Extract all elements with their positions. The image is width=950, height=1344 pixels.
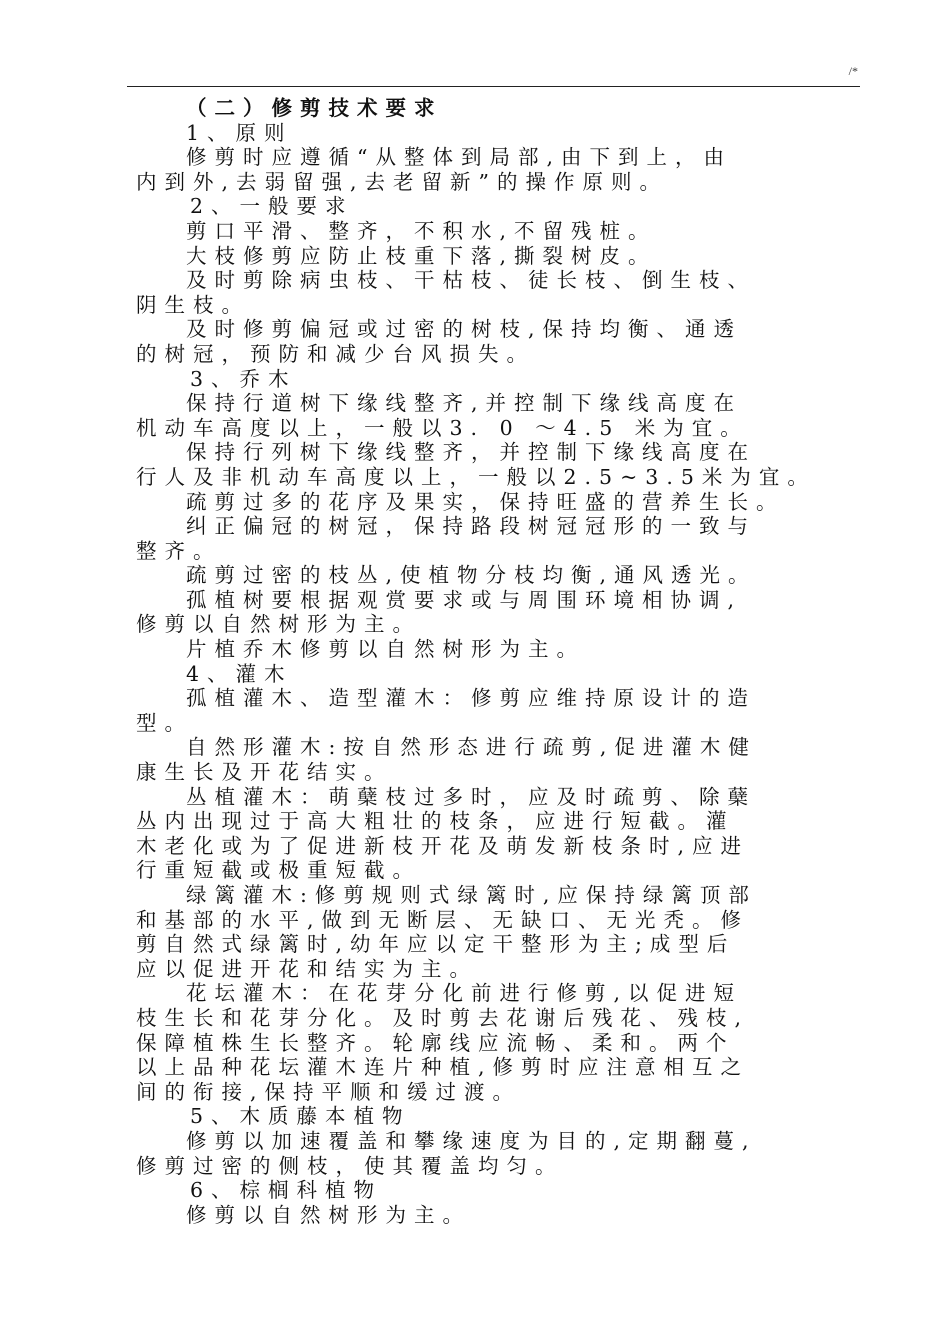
text-line: 4、灌木 <box>186 661 293 686</box>
text-line: 绿篱灌木:修剪规则式绿篱时,应保持绿篱顶部 <box>186 883 757 907</box>
text-line: 孤植灌木、造型灌木：修剪应维持原设计的造 <box>186 686 756 711</box>
text-line: 保持行道树下缘线整齐,并控制下缘线高度在 <box>186 391 743 416</box>
text-line: 以上品种花坛灌木连片种植,修剪时应注意相互之 <box>136 1055 750 1080</box>
text-line: 3、乔木 <box>190 366 297 391</box>
text-line: 阴生枝。 <box>136 292 250 317</box>
text-line: 疏剪过密的枝丛,使植物分枝均衡,通风透光。 <box>186 563 757 588</box>
text-line: 康生长及开花结实。 <box>136 760 393 785</box>
text-line: 2、一般要求 <box>190 194 354 219</box>
text-line: 修剪时应遵循“从整体到局部,由下到上，由 <box>186 145 732 170</box>
text-line: 保障植株生长整齐。轮廓线应流畅、柔和。两个 <box>136 1030 735 1055</box>
page-mark: /* <box>848 64 858 78</box>
text-line: 修剪以加速覆盖和攀缘速度为目的,定期翻蔓, <box>186 1128 757 1153</box>
text-line: 型。 <box>136 710 193 735</box>
text-line: 5、木质藤本植物 <box>190 1104 411 1129</box>
text-line: 机动车高度以上，一般以3. 0 ～4.5 米为宜。 <box>136 415 749 440</box>
text-line: 大枝修剪应防止枝重下落,撕裂树皮。 <box>186 243 657 268</box>
text-line: 修剪以自然树形为主。 <box>186 1202 471 1227</box>
text-line: 行人及非机动车高度以上，一般以2.5~3.5米为宜。 <box>136 464 816 489</box>
text-line: 枝生长和花芽分化。及时剪去花谢后残花、残枝, <box>136 1005 750 1030</box>
text-line: 内到外,去弱留强,去老留新”的操作原则。 <box>136 169 669 194</box>
text-line: 剪口平滑、整齐，不积水,不留残桩。 <box>186 218 657 243</box>
text-line: 的树冠，预防和减少台风损失。 <box>136 341 535 366</box>
text-line: 片植乔木修剪以自然树形为主。 <box>186 637 585 662</box>
text-line: 丛内出现过于高大粗壮的枝条，应进行短截。灌 <box>136 809 735 834</box>
text-line: 1、原则 <box>186 120 293 145</box>
text-line: 6、棕榈科植物 <box>190 1178 383 1203</box>
document-body <box>136 96 848 1227</box>
text-line: 花坛灌木：在花芽分化前进行修剪,以促进短 <box>186 981 743 1006</box>
text-line: 保持行列树下缘线整齐，并控制下缘线高度在 <box>186 440 756 465</box>
section-title: （二）修剪技术要求 <box>186 96 443 120</box>
text-line: 丛植灌木：萌蘖枝过多时，应及时疏剪、除蘖 <box>186 784 756 809</box>
text-line: 间的衔接,保持平顺和缓过渡。 <box>136 1079 522 1104</box>
text-line: 及时剪除病虫枝、干枯枝、徒长枝、倒生枝、 <box>186 268 756 293</box>
header-rule <box>127 86 860 87</box>
text-line: 及时修剪偏冠或过密的树枝,保持均衡、通透 <box>186 317 743 342</box>
text-line: 剪自然式绿篱时,幼年应以定干整形为主;成型后 <box>136 932 736 957</box>
text-line: 木老化或为了促进新枝开花及萌发新枝条时,应进 <box>136 833 750 858</box>
text-line: 修剪过密的侧枝，使其覆盖均匀。 <box>136 1153 564 1178</box>
text-line: 疏剪过多的花序及果实，保持旺盛的营养生长。 <box>186 489 785 514</box>
text-line: 自然形灌木:按自然形态进行疏剪,促进灌木健 <box>186 735 757 760</box>
text-line: 行重短截或极重短截。 <box>136 858 421 883</box>
text-line: 纠正偏冠的树冠，保持路段树冠冠形的一致与 <box>186 514 756 539</box>
text-line: 应以促进开花和结实为主。 <box>136 956 478 981</box>
text-line: 修剪以自然树形为主。 <box>136 612 421 637</box>
text-line: 和基部的水平,做到无断层、无缺口、无光秃。修 <box>136 907 750 932</box>
text-line: 孤植树要根据观赏要求或与周围环境相协调, <box>186 587 743 612</box>
text-line: 整齐。 <box>136 538 222 563</box>
